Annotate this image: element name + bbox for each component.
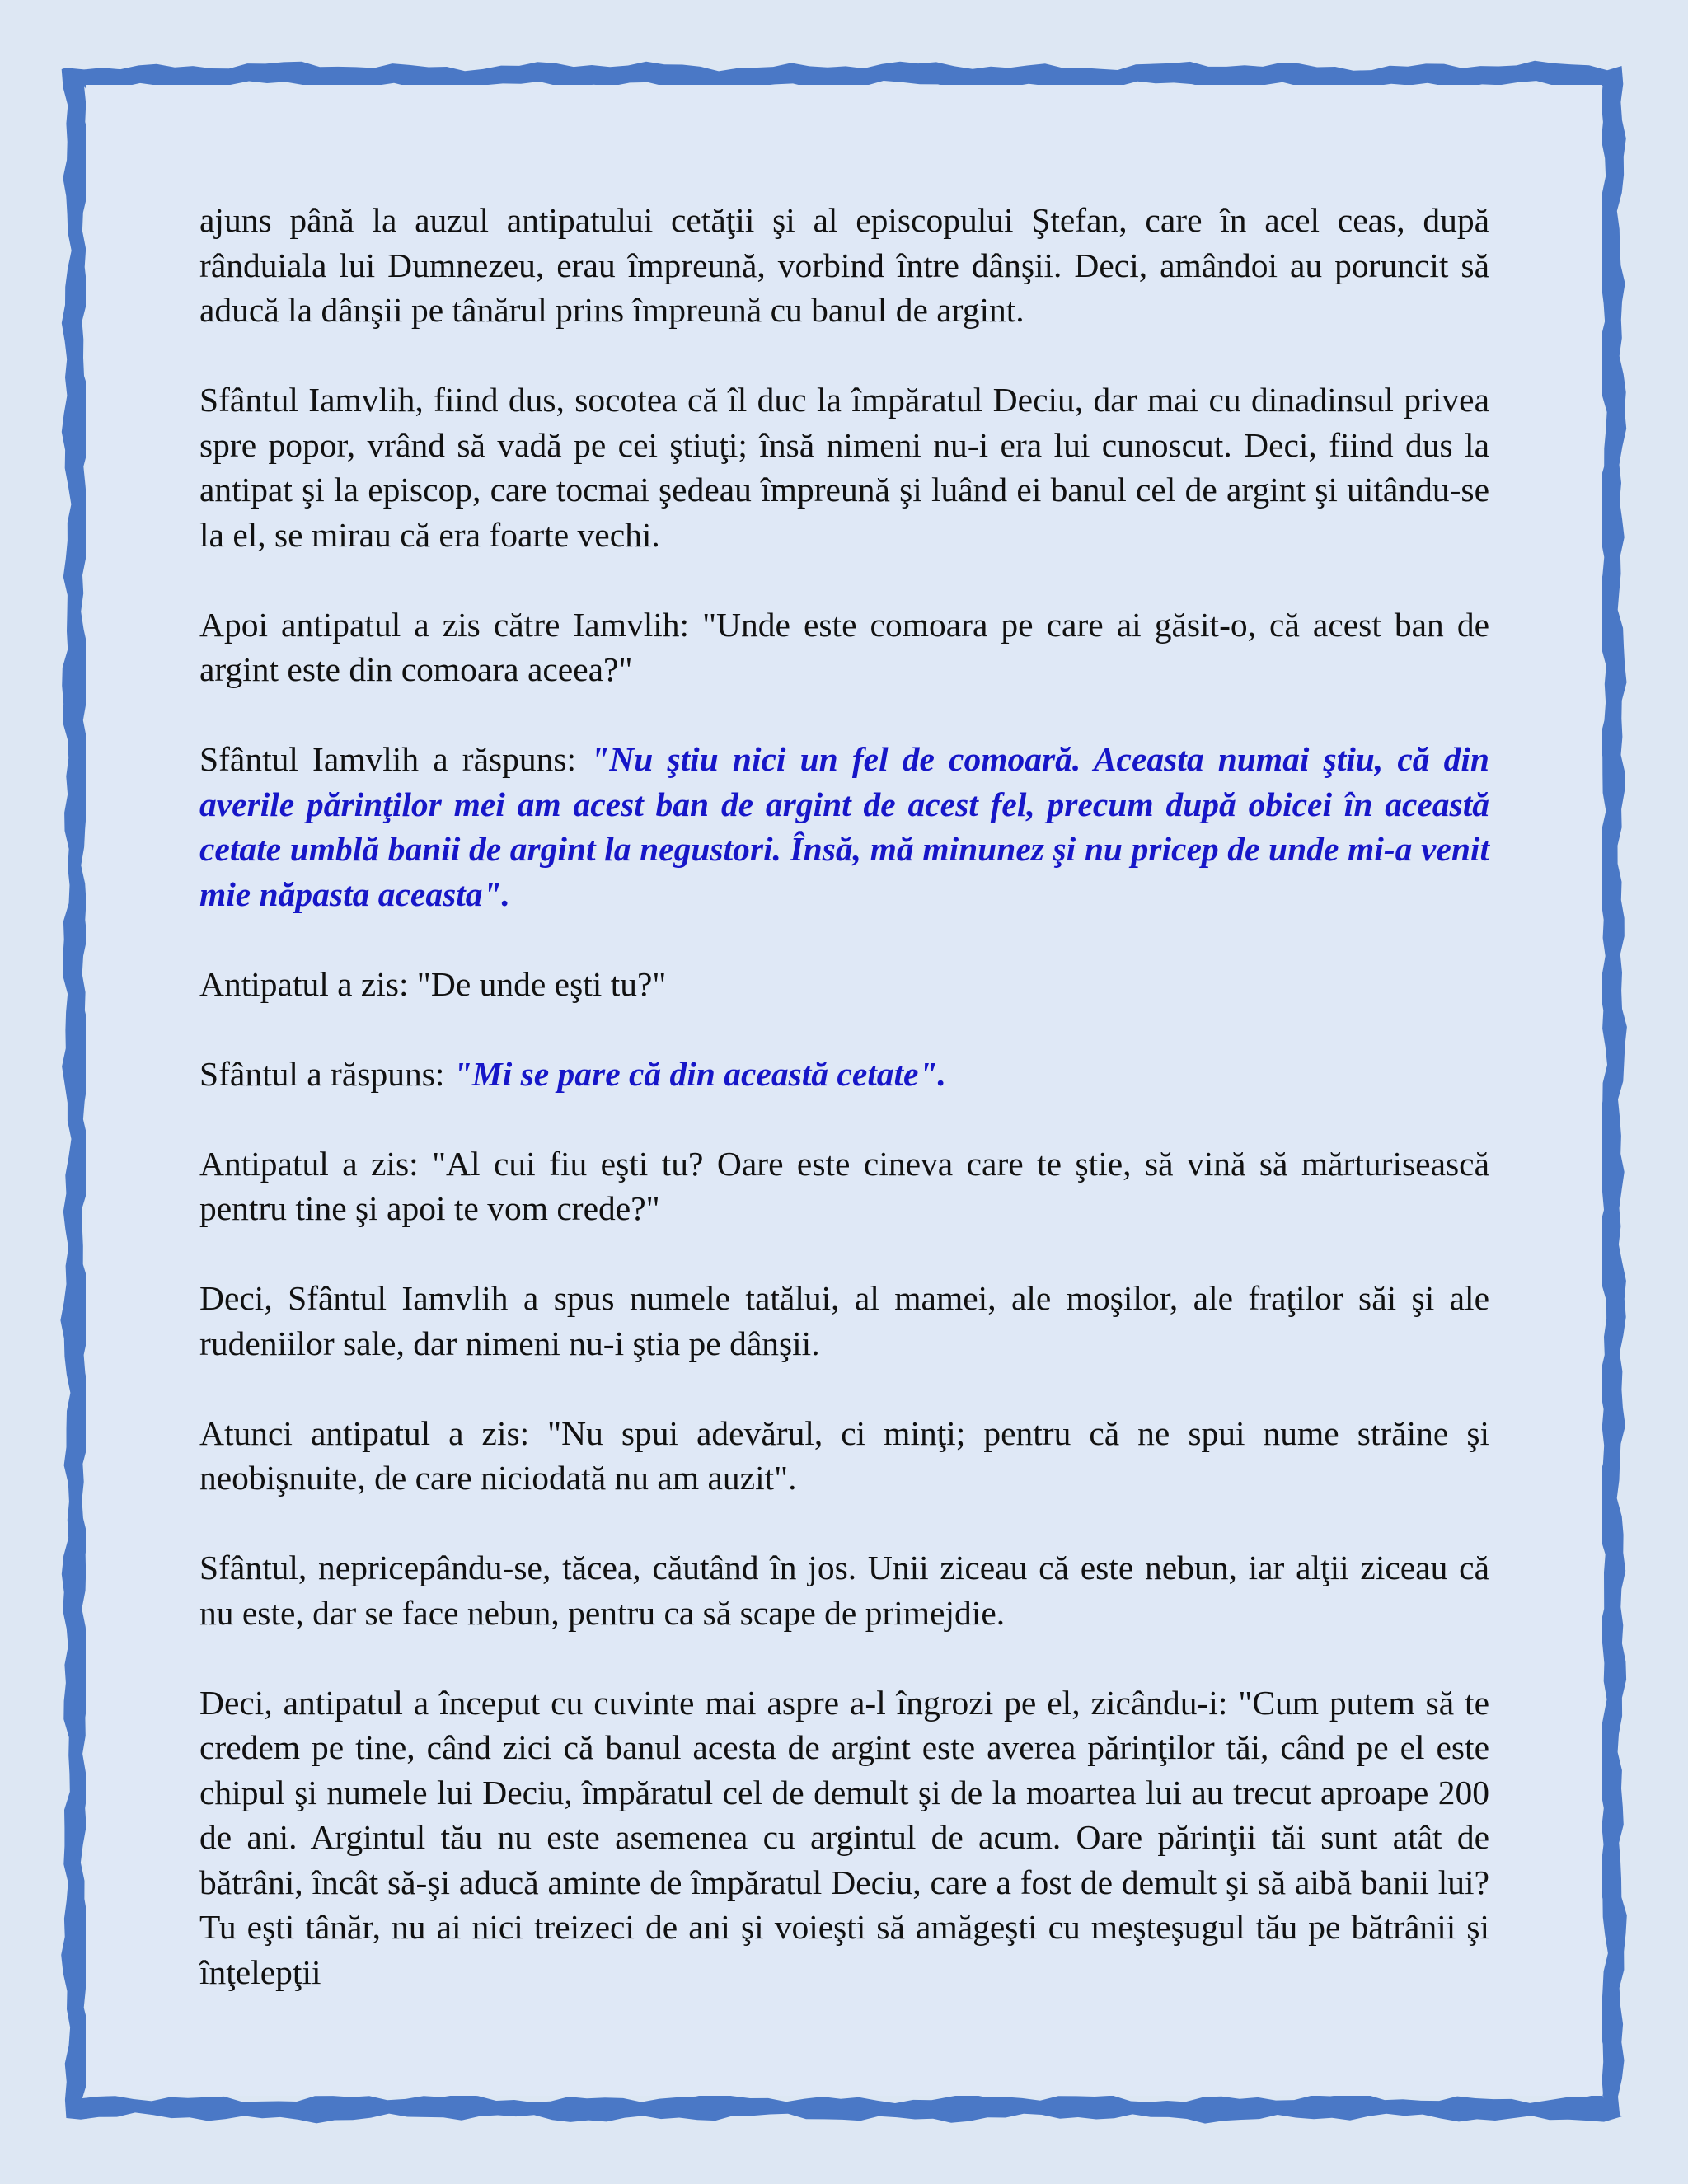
paragraph-7-text: Antipatul a zis: "Al cui fiu eşti tu? Oare este cineva care te ştie, să vină să mărturisească pentru tine şi apoi te vom crede?" <box>199 1144 1489 1227</box>
paragraph-6-text: Sfântul a răspuns: <box>199 1054 453 1093</box>
paragraph-2-text: Sfântul Iamvlih, fiind dus, socotea că îl duc la împăratul Deciu, dar mai cu dinadinsul privea spre popor, vrând să vadă pe cei ştiuţi; însă nimeni nu-i era lui cunoscut. Deci, fiind dus la antipat şi la episcop, care tocmai şedeau împreună şi luând ei banul cel de argint şi uitându-se la el, se mirau că era foarte vechi. <box>199 381 1489 554</box>
paragraph-2 <box>199 377 1489 557</box>
paragraph-11 <box>199 1680 1489 1995</box>
paragraph-3 <box>199 602 1489 692</box>
paragraph-10 <box>199 1545 1489 1635</box>
paragraph-4-text: Sfântul Iamvlih a răspuns: <box>199 740 591 778</box>
paragraph-1 <box>199 198 1489 333</box>
paragraph-8 <box>199 1276 1489 1366</box>
paragraph-4 <box>199 737 1489 916</box>
paragraph-5 <box>199 962 1489 1007</box>
paragraph-3-text: Apoi antipatul a zis către Iamvlih: "Unde este comoara pe care ai găsit-o, că acest ban de argint este din comoara aceea?" <box>199 605 1489 688</box>
paragraph-7 <box>199 1141 1489 1231</box>
paragraph-5-text: Antipatul a zis: "De unde eşti tu?" <box>199 964 667 1003</box>
paragraph-10-text: Sfântul, nepricepându-se, tăcea, căutând în jos. Unii ziceau că este nebun, iar alţii ziceau că nu este, dar se face nebun, pentru ca să scape de primejdie. <box>199 1549 1489 1632</box>
paragraph-11-text: Deci, antipatul a început cu cuvinte mai aspre a-l îngrozi pe el, zicându-i: "Cum putem să te credem pe tine, când zici că banul acesta de argint este averea părinţilor tăi, când pe el este chipul şi numele lui Deciu, împăratul cel de demult şi de la moartea lui au trecut aproape 200 de ani. Argintul tău nu este asemenea cu argintul de acum. Oare părinţii tăi sunt atât de bătrâni, încât să-şi aducă aminte de împăratul Deciu, care a fost de demult şi să aibă banii lui? Tu eşti tânăr, nu ai nici treizeci de ani şi voieşti să amăgeşti cu meşteşugul tău pe bătrânii şi înţelepţii <box>199 1683 1489 1991</box>
paragraph-9-text: Atunci antipatul a zis: "Nu spui adevărul, ci minţi; pentru că ne spui nume străine şi neobişnuite, de care niciodată nu am auzit". <box>199 1413 1489 1497</box>
paragraph-6-quote: "Mi se pare că din această cetate". <box>452 1054 946 1093</box>
paragraph-9 <box>199 1411 1489 1501</box>
document-body <box>199 198 1489 1994</box>
paragraph-8-text: Deci, Sfântul Iamvlih a spus numele tatălui, al mamei, ale moşilor, ale fraţilor săi şi ale rudeniilor sale, dar nimeni nu-i ştia pe dânşii. <box>199 1279 1489 1362</box>
paragraph-4-quote: "Nu ştiu nici un fel de comoară. Aceasta numai ştiu, că din averile părinţilor mei am acest ban de argint de acest fel, precum după obicei în această cetate umblă banii de argint la negustori. Însă, mă minunez şi nu pricep de unde mi-a venit mie năpasta aceasta". <box>199 740 1490 913</box>
paragraph-6 <box>199 1052 1489 1097</box>
paragraph-1-text: ajuns până la auzul antipatului cetăţii şi al episcopului Ştefan, care în acel ceas, după rânduiala lui Dumnezeu, erau împreună, vorbind între dânşii. Deci, amândoi au poruncit să aducă la dânşii pe tânărul prins împreună cu banul de argint. <box>199 201 1489 329</box>
